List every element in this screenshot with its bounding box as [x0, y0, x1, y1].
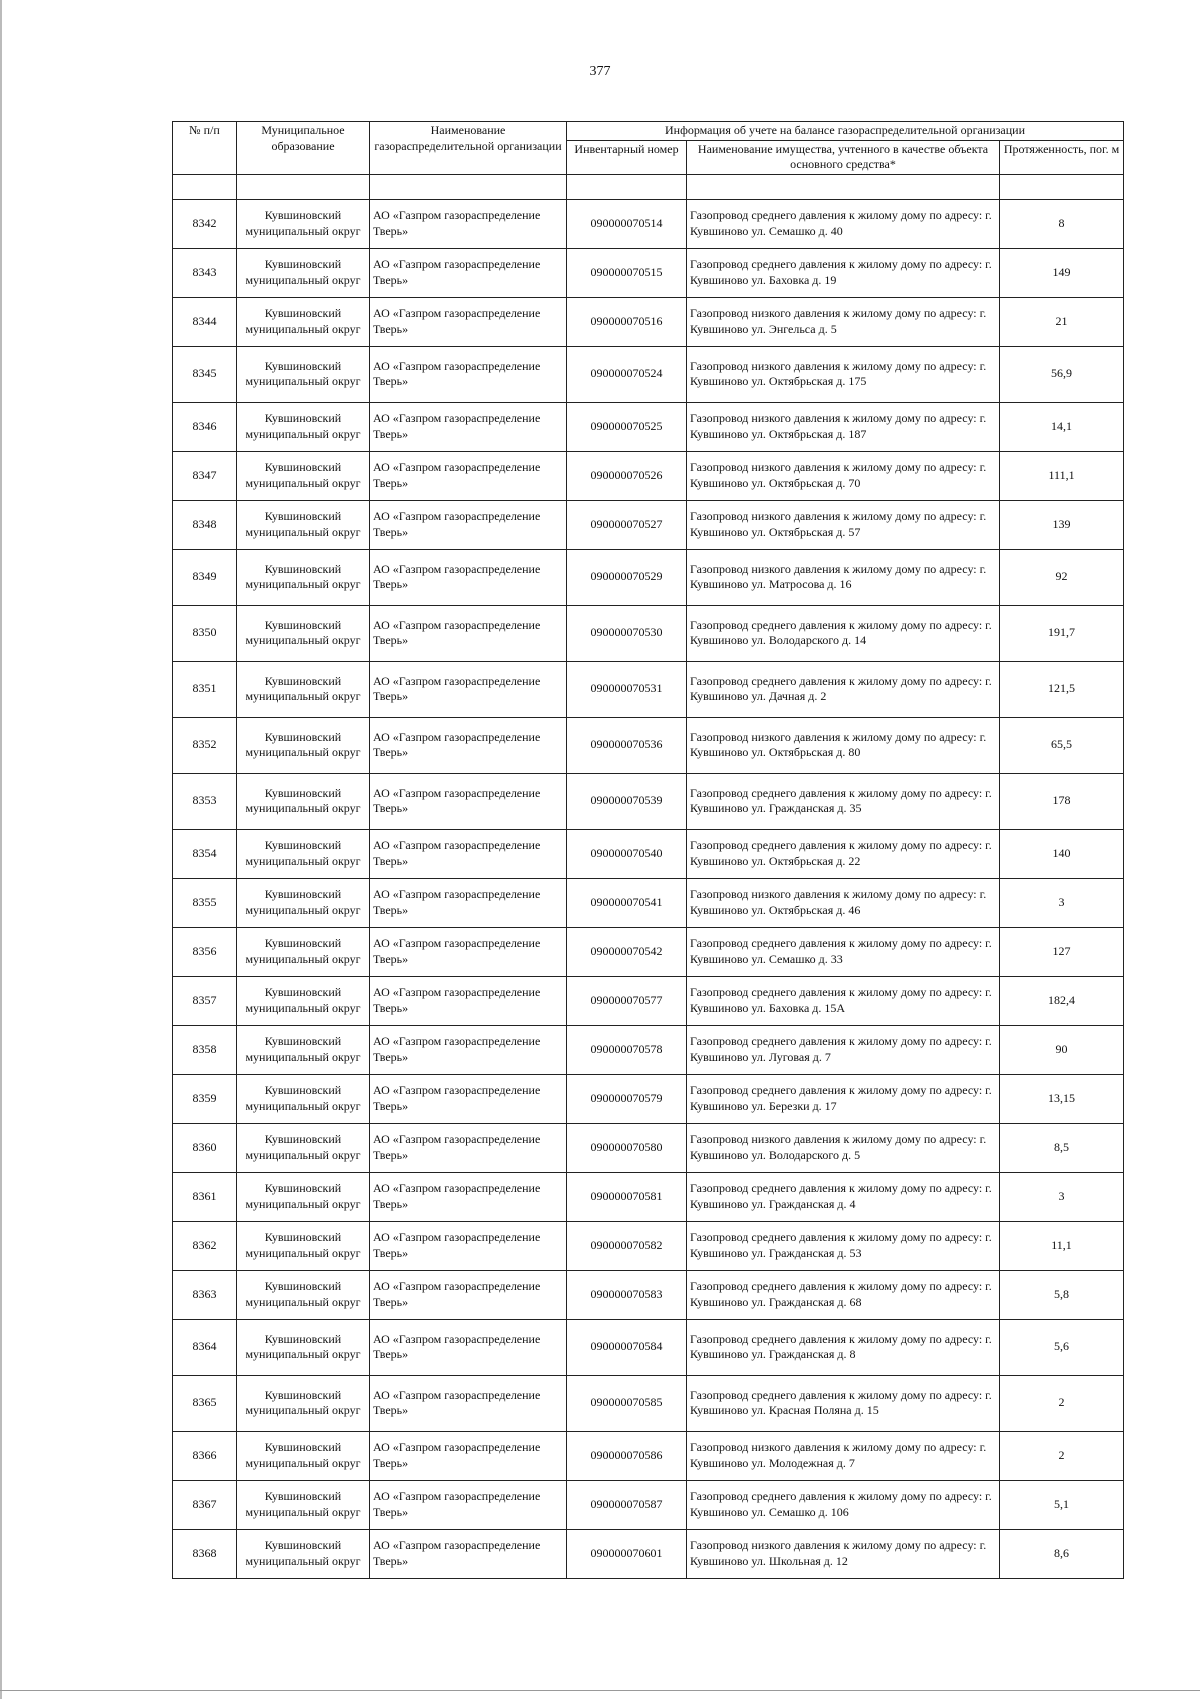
row-organization: АО «Газпром газораспределение Тверь»	[370, 878, 567, 927]
row-municipality: Кувшиновский муниципальный округ	[237, 500, 370, 549]
table-row	[173, 199, 1124, 248]
row-number: 8343	[173, 248, 237, 297]
row-length: 139	[1000, 500, 1124, 549]
row-property-name: Газопровод низкого давления к жилому дому по адресу: г. Кувшиново ул. Матросова д. 16	[687, 549, 1000, 605]
row-municipality: Кувшиновский муниципальный округ	[237, 927, 370, 976]
row-property-name: Газопровод среднего давления к жилому дому по адресу: г. Кувшиново ул. Семашко д. 33	[687, 927, 1000, 976]
row-length: 121,5	[1000, 661, 1124, 717]
row-inventory-number: 090000070540	[567, 829, 687, 878]
row-length: 5,8	[1000, 1270, 1124, 1319]
table-row	[173, 1123, 1124, 1172]
row-organization: АО «Газпром газораспределение Тверь»	[370, 927, 567, 976]
row-municipality: Кувшиновский муниципальный округ	[237, 402, 370, 451]
row-property-name: Газопровод низкого давления к жилому дому по адресу: г. Кувшиново ул. Молодежная д. 7	[687, 1431, 1000, 1480]
row-organization: АО «Газпром газораспределение Тверь»	[370, 976, 567, 1025]
row-organization: АО «Газпром газораспределение Тверь»	[370, 1172, 567, 1221]
table-row	[173, 297, 1124, 346]
row-inventory-number: 090000070531	[567, 661, 687, 717]
header-length: Протяженность, пог. м	[1000, 140, 1124, 174]
row-property-name: Газопровод низкого давления к жилому дому по адресу: г. Кувшиново ул. Володарского д. 5	[687, 1123, 1000, 1172]
row-organization: АО «Газпром газораспределение Тверь»	[370, 661, 567, 717]
row-number: 8353	[173, 773, 237, 829]
table-row	[173, 500, 1124, 549]
row-organization: АО «Газпром газораспределение Тверь»	[370, 1319, 567, 1375]
row-number: 8352	[173, 717, 237, 773]
row-length: 65,5	[1000, 717, 1124, 773]
table-row	[173, 717, 1124, 773]
row-property-name: Газопровод среднего давления к жилому дому по адресу: г. Кувшиново ул. Октябрьская д. 22	[687, 829, 1000, 878]
row-municipality: Кувшиновский муниципальный округ	[237, 1270, 370, 1319]
row-municipality: Кувшиновский муниципальный округ	[237, 605, 370, 661]
table-row	[173, 1025, 1124, 1074]
row-municipality: Кувшиновский муниципальный округ	[237, 773, 370, 829]
row-organization: АО «Газпром газораспределение Тверь»	[370, 1270, 567, 1319]
row-property-name: Газопровод низкого давления к жилому дому по адресу: г. Кувшиново ул. Октябрьская д. 70	[687, 451, 1000, 500]
row-property-name: Газопровод среднего давления к жилому дому по адресу: г. Кувшиново ул. Березки д. 17	[687, 1074, 1000, 1123]
row-inventory-number: 090000070529	[567, 549, 687, 605]
row-number: 8367	[173, 1480, 237, 1529]
header-inventory: Инвентарный номер	[567, 140, 687, 174]
row-organization: АО «Газпром газораспределение Тверь»	[370, 1123, 567, 1172]
table-row	[173, 1375, 1124, 1431]
table-row	[173, 1529, 1124, 1578]
table-body	[173, 199, 1124, 1578]
row-organization: АО «Газпром газораспределение Тверь»	[370, 248, 567, 297]
row-inventory-number: 090000070601	[567, 1529, 687, 1578]
row-municipality: Кувшиновский муниципальный округ	[237, 1529, 370, 1578]
row-organization: АО «Газпром газораспределение Тверь»	[370, 829, 567, 878]
row-property-name: Газопровод низкого давления к жилому дому по адресу: г. Кувшиново ул. Энгельса д. 5	[687, 297, 1000, 346]
row-organization: АО «Газпром газораспределение Тверь»	[370, 549, 567, 605]
row-inventory-number: 090000070577	[567, 976, 687, 1025]
row-inventory-number: 090000070526	[567, 451, 687, 500]
row-organization: АО «Газпром газораспределение Тверь»	[370, 1480, 567, 1529]
row-property-name: Газопровод среднего давления к жилому дому по адресу: г. Кувшиново ул. Баховка д. 19	[687, 248, 1000, 297]
row-number: 8355	[173, 878, 237, 927]
row-property-name: Газопровод низкого давления к жилому дому по адресу: г. Кувшиново ул. Октябрьская д. 175	[687, 346, 1000, 402]
row-municipality: Кувшиновский муниципальный округ	[237, 829, 370, 878]
row-number: 8344	[173, 297, 237, 346]
row-organization: АО «Газпром газораспределение Тверь»	[370, 500, 567, 549]
table-row	[173, 773, 1124, 829]
row-length: 90	[1000, 1025, 1124, 1074]
row-municipality: Кувшиновский муниципальный округ	[237, 1375, 370, 1431]
table-row	[173, 248, 1124, 297]
row-number: 8362	[173, 1221, 237, 1270]
row-inventory-number: 090000070542	[567, 927, 687, 976]
row-inventory-number: 090000070539	[567, 773, 687, 829]
row-property-name: Газопровод среднего давления к жилому дому по адресу: г. Кувшиново ул. Гражданская д. 68	[687, 1270, 1000, 1319]
header-info-group: Информация об учете на балансе газораспределительной организации	[567, 122, 1124, 141]
row-organization: АО «Газпром газораспределение Тверь»	[370, 402, 567, 451]
row-municipality: Кувшиновский муниципальный округ	[237, 717, 370, 773]
row-property-name: Газопровод среднего давления к жилому дому по адресу: г. Кувшиново ул. Гражданская д. 4	[687, 1172, 1000, 1221]
row-inventory-number: 090000070587	[567, 1480, 687, 1529]
row-municipality: Кувшиновский муниципальный округ	[237, 1123, 370, 1172]
row-length: 149	[1000, 248, 1124, 297]
row-property-name: Газопровод среднего давления к жилому дому по адресу: г. Кувшиново ул. Гражданская д. 35	[687, 773, 1000, 829]
row-inventory-number: 090000070583	[567, 1270, 687, 1319]
table-row	[173, 1431, 1124, 1480]
row-organization: АО «Газпром газораспределение Тверь»	[370, 717, 567, 773]
row-number: 8368	[173, 1529, 237, 1578]
row-length: 8,6	[1000, 1529, 1124, 1578]
row-number: 8356	[173, 927, 237, 976]
row-organization: АО «Газпром газораспределение Тверь»	[370, 1025, 567, 1074]
row-number: 8360	[173, 1123, 237, 1172]
row-number: 8363	[173, 1270, 237, 1319]
row-number: 8349	[173, 549, 237, 605]
table-row	[173, 1074, 1124, 1123]
row-inventory-number: 090000070527	[567, 500, 687, 549]
row-property-name: Газопровод низкого давления к жилому дому по адресу: г. Кувшиново ул. Октябрьская д. 187	[687, 402, 1000, 451]
row-organization: АО «Газпром газораспределение Тверь»	[370, 1529, 567, 1578]
row-organization: АО «Газпром газораспределение Тверь»	[370, 1375, 567, 1431]
row-organization: АО «Газпром газораспределение Тверь»	[370, 1221, 567, 1270]
row-length: 182,4	[1000, 976, 1124, 1025]
row-length: 111,1	[1000, 451, 1124, 500]
row-municipality: Кувшиновский муниципальный округ	[237, 346, 370, 402]
row-length: 191,7	[1000, 605, 1124, 661]
row-inventory-number: 090000070524	[567, 346, 687, 402]
row-inventory-number: 090000070536	[567, 717, 687, 773]
row-municipality: Кувшиновский муниципальный округ	[237, 1319, 370, 1375]
table-row	[173, 927, 1124, 976]
row-number: 8342	[173, 199, 237, 248]
row-municipality: Кувшиновский муниципальный округ	[237, 976, 370, 1025]
header-municipality: Муниципальное образование	[237, 122, 370, 175]
header-property-name: Наименование имущества, учтенного в качестве объекта основного средства*	[687, 140, 1000, 174]
row-property-name: Газопровод среднего давления к жилому дому по адресу: г. Кувшиново ул. Баховка д. 15А	[687, 976, 1000, 1025]
row-length: 56,9	[1000, 346, 1124, 402]
row-organization: АО «Газпром газораспределение Тверь»	[370, 1431, 567, 1480]
row-property-name: Газопровод среднего давления к жилому дому по адресу: г. Кувшиново ул. Луговая д. 7	[687, 1025, 1000, 1074]
row-inventory-number: 090000070530	[567, 605, 687, 661]
row-property-name: Газопровод среднего давления к жилому дому по адресу: г. Кувшиново ул. Гражданская д. 8	[687, 1319, 1000, 1375]
row-number: 8358	[173, 1025, 237, 1074]
row-inventory-number: 090000070582	[567, 1221, 687, 1270]
row-organization: АО «Газпром газораспределение Тверь»	[370, 1074, 567, 1123]
table-row	[173, 1319, 1124, 1375]
row-number: 8364	[173, 1319, 237, 1375]
row-number: 8357	[173, 976, 237, 1025]
row-municipality: Кувшиновский муниципальный округ	[237, 1431, 370, 1480]
table-row	[173, 878, 1124, 927]
table-row	[173, 402, 1124, 451]
header-spacer-row	[173, 174, 1124, 199]
table-row	[173, 605, 1124, 661]
table-row	[173, 549, 1124, 605]
row-number: 8366	[173, 1431, 237, 1480]
row-municipality: Кувшиновский муниципальный округ	[237, 297, 370, 346]
row-number: 8350	[173, 605, 237, 661]
row-number: 8348	[173, 500, 237, 549]
row-length: 14,1	[1000, 402, 1124, 451]
row-inventory-number: 090000070579	[567, 1074, 687, 1123]
row-organization: АО «Газпром газораспределение Тверь»	[370, 346, 567, 402]
table-row	[173, 661, 1124, 717]
row-length: 8	[1000, 199, 1124, 248]
row-organization: АО «Газпром газораспределение Тверь»	[370, 451, 567, 500]
table-row	[173, 1480, 1124, 1529]
table-row	[173, 1172, 1124, 1221]
page-number: 377	[589, 64, 611, 79]
row-municipality: Кувшиновский муниципальный округ	[237, 1172, 370, 1221]
row-number: 8351	[173, 661, 237, 717]
row-length: 3	[1000, 1172, 1124, 1221]
row-property-name: Газопровод низкого давления к жилому дому по адресу: г. Кувшиново ул. Октябрьская д. 46	[687, 878, 1000, 927]
row-municipality: Кувшиновский муниципальный округ	[237, 451, 370, 500]
row-length: 92	[1000, 549, 1124, 605]
row-length: 3	[1000, 878, 1124, 927]
row-property-name: Газопровод среднего давления к жилому дому по адресу: г. Кувшиново ул. Семашко д. 40	[687, 199, 1000, 248]
row-length: 127	[1000, 927, 1124, 976]
row-length: 2	[1000, 1375, 1124, 1431]
row-municipality: Кувшиновский муниципальный округ	[237, 248, 370, 297]
row-number: 8359	[173, 1074, 237, 1123]
row-number: 8354	[173, 829, 237, 878]
row-organization: АО «Газпром газораспределение Тверь»	[370, 199, 567, 248]
table-row	[173, 829, 1124, 878]
table-row	[173, 346, 1124, 402]
row-inventory-number: 090000070525	[567, 402, 687, 451]
table-row	[173, 1221, 1124, 1270]
row-number: 8347	[173, 451, 237, 500]
scan-edge	[0, 0, 2, 1699]
row-length: 11,1	[1000, 1221, 1124, 1270]
row-number: 8361	[173, 1172, 237, 1221]
row-length: 178	[1000, 773, 1124, 829]
row-property-name: Газопровод среднего давления к жилому дому по адресу: г. Кувшиново ул. Красная Поляна д. 15	[687, 1375, 1000, 1431]
row-length: 2	[1000, 1431, 1124, 1480]
row-property-name: Газопровод низкого давления к жилому дому по адресу: г. Кувшиново ул. Школьная д. 12	[687, 1529, 1000, 1578]
row-inventory-number: 090000070580	[567, 1123, 687, 1172]
row-municipality: Кувшиновский муниципальный округ	[237, 1074, 370, 1123]
row-length: 140	[1000, 829, 1124, 878]
table-row	[173, 1270, 1124, 1319]
row-length: 5,1	[1000, 1480, 1124, 1529]
row-organization: АО «Газпром газораспределение Тверь»	[370, 297, 567, 346]
row-property-name: Газопровод низкого давления к жилому дому по адресу: г. Кувшиново ул. Октябрьская д. 80	[687, 717, 1000, 773]
table-header	[173, 122, 1124, 200]
row-inventory-number: 090000070578	[567, 1025, 687, 1074]
row-organization: АО «Газпром газораспределение Тверь»	[370, 605, 567, 661]
row-inventory-number: 090000070516	[567, 297, 687, 346]
table-row	[173, 451, 1124, 500]
row-inventory-number: 090000070586	[567, 1431, 687, 1480]
row-inventory-number: 090000070585	[567, 1375, 687, 1431]
row-organization: АО «Газпром газораспределение Тверь»	[370, 773, 567, 829]
row-municipality: Кувшиновский муниципальный округ	[237, 1221, 370, 1270]
table-row	[173, 976, 1124, 1025]
row-property-name: Газопровод среднего давления к жилому дому по адресу: г. Кувшиново ул. Володарского д. 14	[687, 605, 1000, 661]
row-property-name: Газопровод среднего давления к жилому дому по адресу: г. Кувшиново ул. Гражданская д. 53	[687, 1221, 1000, 1270]
row-municipality: Кувшиновский муниципальный округ	[237, 1480, 370, 1529]
row-number: 8345	[173, 346, 237, 402]
row-number: 8365	[173, 1375, 237, 1431]
row-property-name: Газопровод низкого давления к жилому дому по адресу: г. Кувшиново ул. Октябрьская д. 57	[687, 500, 1000, 549]
row-length: 13,15	[1000, 1074, 1124, 1123]
row-property-name: Газопровод среднего давления к жилому дому по адресу: г. Кувшиново ул. Дачная д. 2	[687, 661, 1000, 717]
row-inventory-number: 090000070515	[567, 248, 687, 297]
header-num: № п/п	[173, 122, 237, 175]
row-municipality: Кувшиновский муниципальный округ	[237, 549, 370, 605]
row-property-name: Газопровод среднего давления к жилому дому по адресу: г. Кувшиново ул. Семашко д. 106	[687, 1480, 1000, 1529]
row-municipality: Кувшиновский муниципальный округ	[237, 661, 370, 717]
row-municipality: Кувшиновский муниципальный округ	[237, 199, 370, 248]
header-organization: Наименование газораспределительной организации	[370, 122, 567, 175]
row-municipality: Кувшиновский муниципальный округ	[237, 878, 370, 927]
row-municipality: Кувшиновский муниципальный округ	[237, 1025, 370, 1074]
row-inventory-number: 090000070581	[567, 1172, 687, 1221]
row-length: 8,5	[1000, 1123, 1124, 1172]
row-inventory-number: 090000070514	[567, 199, 687, 248]
row-length: 21	[1000, 297, 1124, 346]
scan-bottom-line	[0, 1690, 1200, 1691]
row-number: 8346	[173, 402, 237, 451]
row-inventory-number: 090000070541	[567, 878, 687, 927]
row-inventory-number: 090000070584	[567, 1319, 687, 1375]
row-length: 5,6	[1000, 1319, 1124, 1375]
gas-pipeline-registry-table	[172, 121, 1124, 1579]
